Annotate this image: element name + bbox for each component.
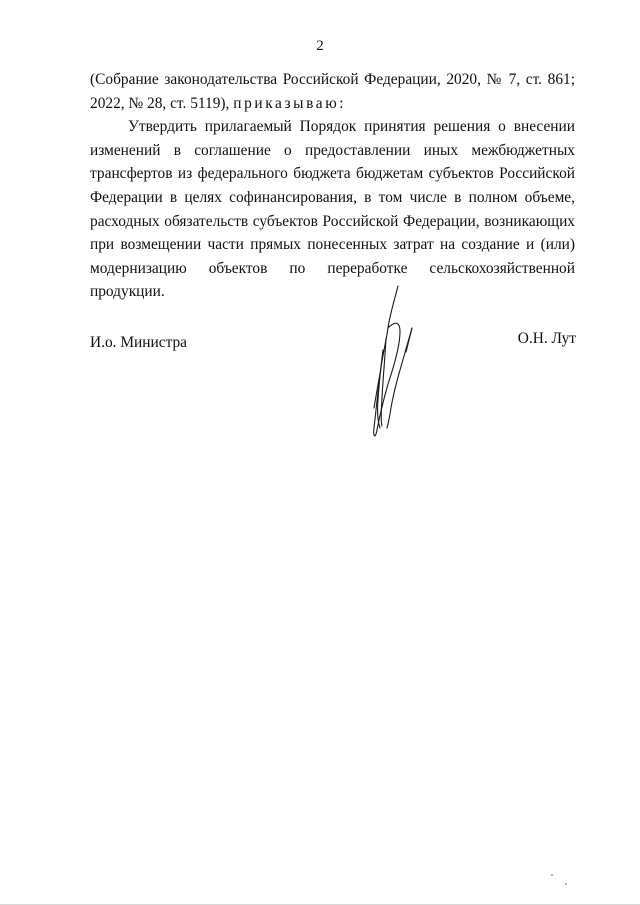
signer-name: О.Н. Лут	[517, 330, 576, 347]
signer-title: И.о. Министра	[90, 334, 188, 351]
citation-text: (Собрание законодательства Российской Федерации, 2020, № 7, ст. 861; 2022, № 28, ст. 5119),	[90, 71, 575, 112]
document-body	[90, 68, 575, 304]
scan-specks	[550, 873, 570, 887]
paragraph-citation	[90, 68, 575, 115]
paragraph-resolution: Утвердить прилагаемый Порядок принятия решения о внесении изменений в соглашение о предоставлении иных межбюджетных трансфертов из федерального бюджета бюджетам субъектов Российской Федерации в целях софинансирования, в том числе в полном объеме, расходных обязательств субъектов Российской Федерации, возникающих при возмещении части прямых понесенных затрат на создание и (или) модернизацию объектов по переработке сельскохозяйственной продукции.	[90, 118, 575, 301]
handwritten-signature	[350, 280, 430, 445]
page-number: 2	[316, 38, 324, 54]
order-command: приказываю:	[233, 94, 347, 112]
